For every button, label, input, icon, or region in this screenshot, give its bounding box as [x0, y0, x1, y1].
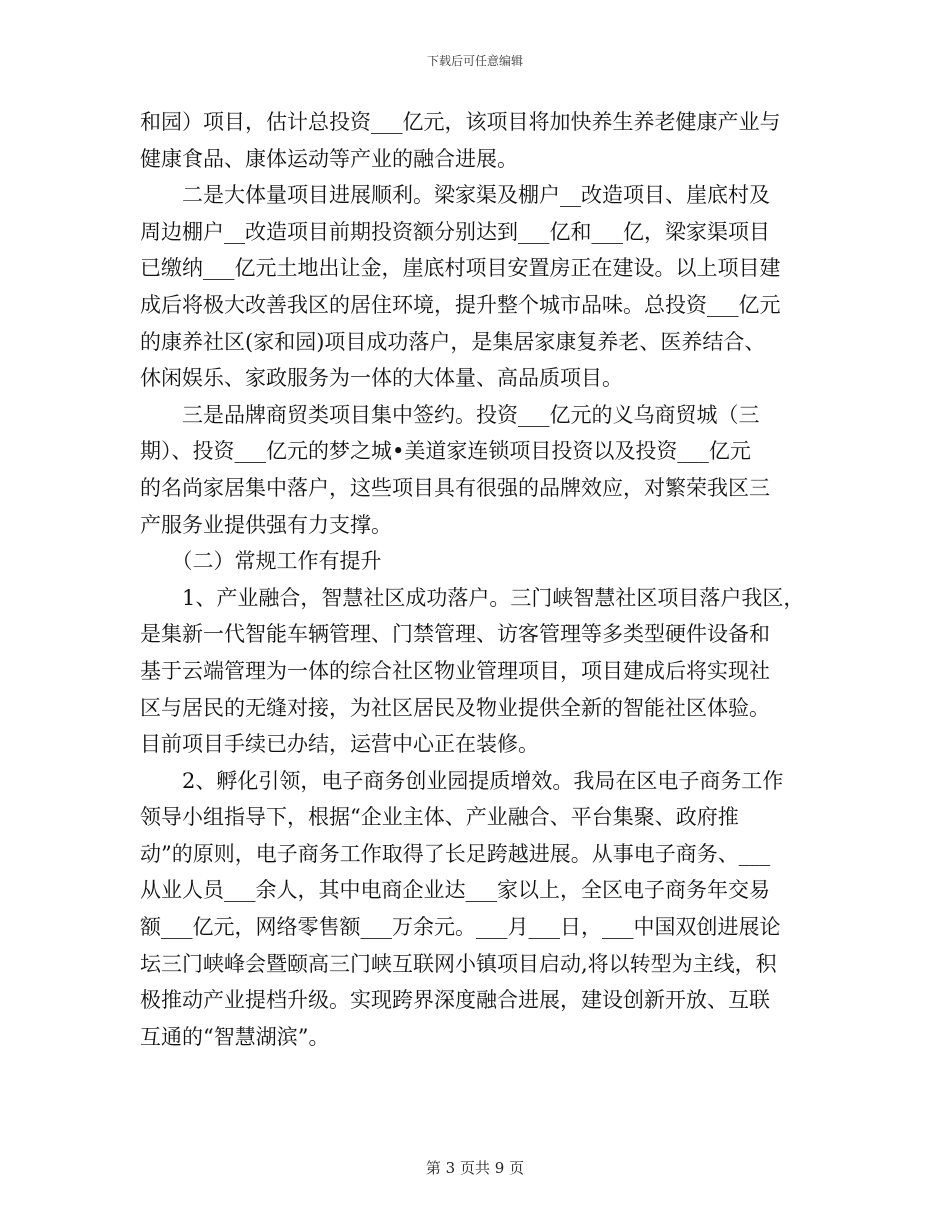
text-line: 极推动产业提档升级。实现跨界深度融合进展，建设创新开放、互联	[140, 988, 770, 1013]
text-line: 的名尚家居集中落户，这些项目具有很强的品牌效应，对繁荣我区三	[140, 475, 770, 500]
text-line: 2、孵化引领，电子商务创业园提质增效。我局在区电子商务工作	[140, 768, 784, 793]
text-line: 和园）项目，估计总投资___亿元，该项目将加快养生养老健康产业与	[140, 110, 781, 134]
text-line: 健康食品、康体运动等产业的融合进展。	[140, 146, 518, 171]
text-line: 的康养社区(家和园)项目成功落户，是集居家康复养老、医养结合、	[140, 329, 766, 354]
text-line: 是集新一代智能车辆管理、门禁管理、访客管理等多类型硬件设备和	[140, 622, 770, 647]
text-line: 领导小组指导下，根据“企业主体、产业融合、平台集聚、政府推	[140, 805, 739, 830]
text-line: 额___亿元，网络零售额___万余元。___月___日，___中国双创进展论	[140, 915, 781, 940]
text-line: 周边棚户__改造项目前期投资额分别达到___亿和___亿，梁家渠项目	[140, 219, 770, 244]
section-heading: （二）常规工作有提升	[140, 549, 382, 574]
text-line: 二是大体量项目进展顺利。梁家渠及棚户__改造项目、崖底村及	[140, 183, 770, 208]
text-line: 目前项目手续已办结，运营中心正在装修。	[140, 732, 539, 757]
text-line: 成后将极大改善我区的居住环境，提升整个城市品味。总投资___亿元	[140, 292, 781, 317]
text-line: 已缴纳___亿元土地出让金，崖底村项目安置房正在建设。以上项目建	[140, 256, 781, 281]
text-line: 期）、投资___亿元的梦之城•美道家连锁项目投资以及投资___亿元	[140, 439, 751, 464]
page-footer: 第 3 页共 9 页	[425, 1159, 525, 1177]
text-line: 从业人员___余人，其中电商企业达___家以上，全区电子商务年交易	[140, 878, 770, 903]
body-text	[140, 104, 820, 1055]
text-line: 互通的“智慧湖滨”。	[140, 1024, 330, 1049]
text-line: 基于云端管理为一体的综合社区物业管理项目，项目建成后将实现社	[140, 658, 770, 683]
text-line: 三是品牌商贸类项目集中签约。投资___亿元的义乌商贸城（三	[140, 402, 760, 427]
text-line: 动”的原则，电子商务工作取得了长足跨越进展。从事电子商务、___	[140, 841, 771, 866]
text-line: 产服务业提供强有力支撑。	[140, 512, 392, 537]
text-line: 1、产业融合，智慧社区成功落户。三门峡智慧社区项目落户我区，	[140, 585, 805, 610]
text-line: 休闲娱乐、家政服务为一体的大体量、高品质项目。	[140, 366, 623, 391]
page-header: 下载后可任意编辑	[426, 54, 523, 68]
text-line: 坛三门峡峰会暨颐高三门峡互联网小镇项目启动,将以转型为主线，积	[140, 951, 777, 976]
text-line: 区与居民的无缝对接，为社区居民及物业提供全新的智能社区体验。	[140, 695, 770, 720]
